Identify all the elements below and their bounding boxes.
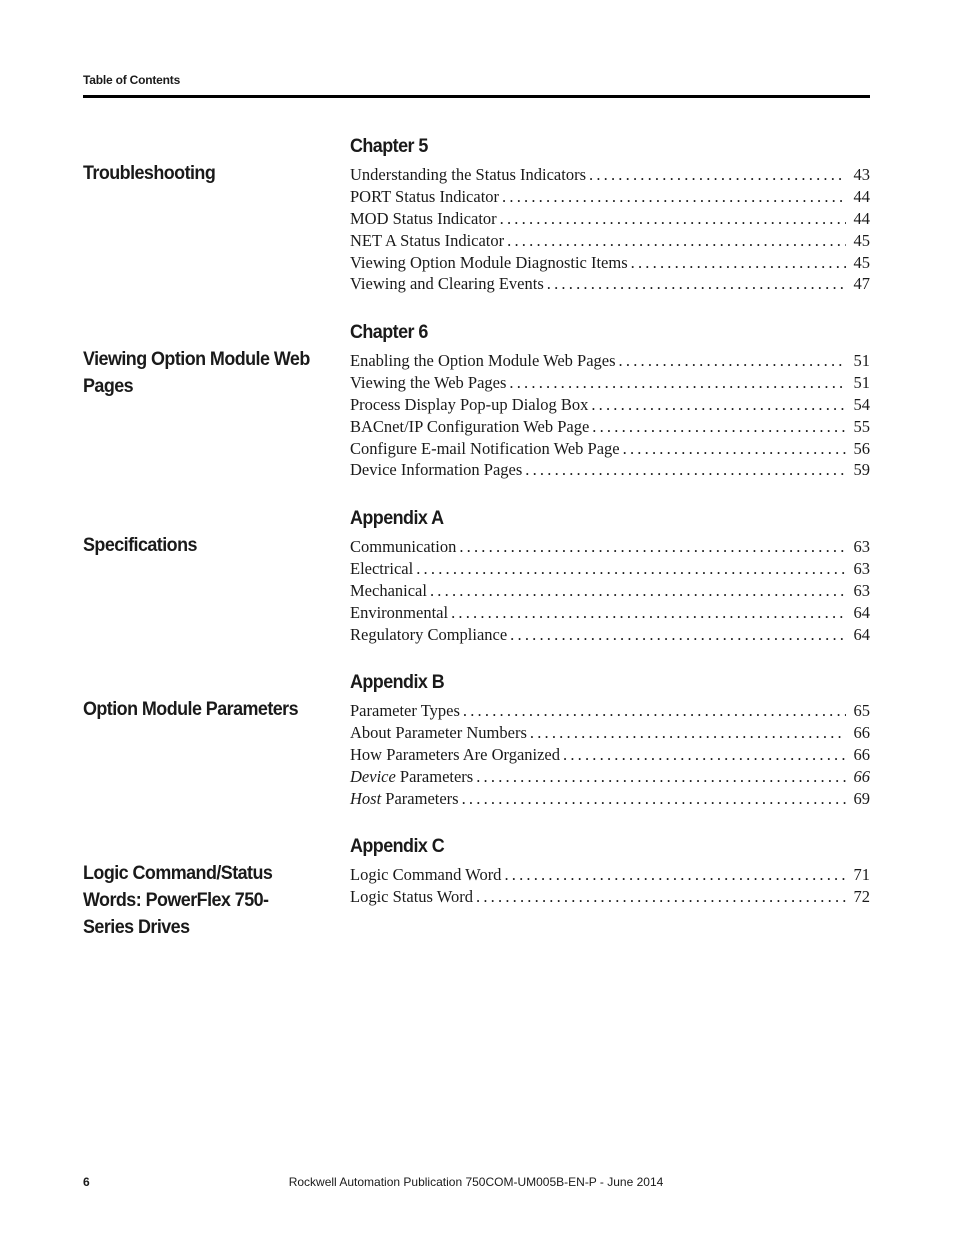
dot-leader: [547, 273, 846, 295]
toc-entry-title-text: Communication: [350, 537, 457, 556]
toc-entry-title-text: MOD Status Indicator: [350, 208, 497, 228]
toc-entry-title-text: Logic Status Word: [350, 886, 474, 906]
toc-entry-page: 47: [853, 274, 870, 294]
toc-entry-page: 54: [853, 394, 870, 414]
toc-entry-page: 59: [853, 460, 870, 480]
toc-entry-page: 66: [853, 744, 870, 764]
toc-entry[interactable]: [350, 722, 870, 744]
toc-entry-title: [350, 208, 497, 230]
dot-leader: [507, 230, 846, 252]
toc-entry-title-text: NET A Status Indicator: [350, 230, 505, 250]
dot-leader: [476, 766, 846, 788]
section-title: Option Module Parameters: [83, 698, 299, 720]
dot-leader: [476, 886, 846, 908]
toc-entry[interactable]: [350, 744, 870, 766]
toc-entry-title-text: Understanding the Status Indicators: [350, 165, 586, 184]
toc-entry-page: 66: [853, 766, 870, 786]
toc-entry-title: [350, 394, 588, 416]
toc-entry-page: 71: [853, 865, 870, 884]
dot-leader: [509, 372, 846, 394]
chapter-heading: Appendix C: [350, 835, 445, 857]
toc-entry-title-text: Device Information Pages: [350, 460, 523, 480]
toc-entry-title: [350, 700, 460, 722]
toc-entry-title: [350, 186, 499, 208]
dot-leader: [504, 864, 846, 886]
header-rule: [83, 95, 870, 98]
toc-entry-title: [350, 416, 589, 438]
toc-entry[interactable]: [350, 208, 870, 230]
toc-entry-title: [350, 558, 413, 580]
toc-entry-page: 63: [853, 580, 870, 600]
dot-leader: [430, 580, 846, 602]
toc-entry[interactable]: [350, 766, 870, 788]
section-title: Viewing Option Module Web Pages: [83, 348, 310, 397]
toc-entry-title-text: Parameter Types: [350, 701, 460, 720]
dot-leader: [589, 164, 846, 186]
toc-entry[interactable]: [350, 273, 870, 295]
toc-entry-title: [350, 722, 527, 744]
toc-entry-title-text: How Parameters Are Organized: [350, 744, 560, 764]
toc-entry-title: [350, 536, 456, 558]
dot-leader: [459, 536, 846, 558]
dot-leader: [631, 252, 846, 274]
dot-leader: [591, 394, 846, 416]
chapter-heading: Chapter 5: [350, 135, 428, 157]
toc-entry-page: 64: [853, 602, 870, 622]
toc-entry-page: 56: [853, 438, 870, 458]
toc-entry-page: 43: [853, 165, 870, 184]
toc-entry-title-text: Viewing and Clearing Events: [350, 274, 544, 294]
dot-leader: [502, 186, 846, 208]
toc-entry-title-text: Viewing the Web Pages: [350, 372, 507, 392]
toc-entry[interactable]: [350, 372, 870, 394]
toc-entry-page: 45: [853, 252, 870, 272]
toc-entry[interactable]: [350, 602, 870, 624]
toc-entry-title: [350, 602, 448, 624]
toc-entry-title: [350, 273, 544, 295]
dot-leader: [619, 350, 846, 372]
toc-entry-page: 64: [853, 624, 870, 644]
toc-entry-title-italic: Host: [350, 788, 382, 808]
toc-entry-title-text: PORT Status Indicator: [350, 186, 500, 206]
toc-entry-list: [350, 536, 870, 645]
dot-leader: [462, 788, 846, 810]
toc-entry-title-text: Viewing Option Module Diagnostic Items: [350, 252, 628, 272]
toc-entry-page: 72: [853, 886, 870, 906]
toc-entry[interactable]: [350, 394, 870, 416]
section-title: Troubleshooting: [83, 162, 216, 184]
toc-entry-title-text: Environmental: [350, 602, 449, 622]
toc-entry-page: 55: [853, 416, 870, 436]
toc-entry[interactable]: [350, 700, 870, 722]
section-title: Specifications: [83, 534, 197, 556]
toc-entry-title-text: Electrical: [350, 558, 414, 578]
toc-entry-list: [350, 864, 870, 908]
toc-entry-title: [350, 459, 522, 481]
toc-entry-title: [350, 788, 459, 810]
toc-entry-title: [350, 164, 586, 186]
toc-entry[interactable]: [350, 459, 870, 481]
toc-entry[interactable]: [350, 438, 870, 460]
toc-entry-title: [350, 766, 473, 788]
dot-leader: [416, 558, 846, 580]
toc-entry-list: [350, 164, 870, 295]
toc-entry-page: 65: [853, 701, 870, 720]
toc-entry-title-text: Process Display Pop-up Dialog Box: [350, 394, 589, 414]
toc-entry-page: 63: [853, 537, 870, 556]
toc-entry-title: [350, 744, 560, 766]
toc-entry[interactable]: [350, 864, 870, 886]
dot-leader: [463, 700, 846, 722]
section-title: Logic Command/Status Words: PowerFlex 750-Series Drives: [83, 862, 273, 938]
toc-entry-list: [350, 700, 870, 809]
toc-entry-title: [350, 372, 506, 394]
toc-entry-title-text: Regulatory Compliance: [350, 624, 508, 644]
dot-leader: [530, 722, 846, 744]
toc-entry-title-text: Configure E-mail Notification Web Page: [350, 438, 620, 458]
toc-entry-title: [350, 438, 620, 460]
dot-leader: [592, 416, 846, 438]
toc-entry[interactable]: [350, 186, 870, 208]
toc-entry-title-text: Logic Command Word: [350, 865, 502, 884]
publication-footer: Rockwell Automation Publication 750COM-UM005B-EN-P - June 2014: [288, 1175, 664, 1189]
page-number: 6: [83, 1175, 90, 1189]
toc-entry-title-text: Parameters: [381, 788, 459, 808]
dot-leader: [451, 602, 846, 624]
toc-entry[interactable]: [350, 350, 870, 372]
toc-entry-title-text: Mechanical: [350, 580, 427, 600]
toc-entry-title-text: About Parameter Numbers: [350, 722, 527, 742]
toc-entry[interactable]: [350, 624, 870, 646]
toc-entry-list: [350, 350, 870, 481]
toc-entry-title: [350, 252, 628, 274]
toc-entry-title: [350, 886, 473, 908]
dot-leader: [500, 208, 846, 230]
toc-entry[interactable]: [350, 536, 870, 558]
chapter-heading: Appendix B: [350, 671, 445, 693]
dot-leader: [510, 624, 846, 646]
chapter-heading: Appendix A: [350, 507, 444, 529]
toc-entry-page: 51: [853, 372, 870, 392]
toc-entry-title: [350, 624, 507, 646]
dot-leader: [563, 744, 846, 766]
toc-entry-title-italic: Device: [350, 766, 396, 786]
chapter-heading: Chapter 6: [350, 321, 428, 343]
toc-entry-title: [350, 230, 504, 252]
toc-entry[interactable]: [350, 164, 870, 186]
dot-leader: [525, 459, 846, 481]
toc-entry[interactable]: [350, 416, 870, 438]
toc-entry[interactable]: [350, 558, 870, 580]
toc-entry-page: 63: [853, 558, 870, 578]
toc-entry-page: 51: [853, 351, 870, 370]
toc-entry-title-text: Parameters: [395, 766, 474, 786]
running-header: Table of Contents: [83, 73, 181, 87]
toc-entry-page: 44: [853, 186, 870, 206]
toc-entry-page: 44: [853, 208, 870, 228]
toc-entry[interactable]: [350, 886, 870, 908]
toc-entry-page: 45: [853, 230, 870, 250]
toc-entry-title: [350, 350, 616, 372]
toc-entry-title-text: BACnet/IP Configuration Web Page: [350, 416, 590, 436]
toc-entry-title-text: Enabling the Option Module Web Pages: [350, 351, 616, 370]
toc-entry-title: [350, 580, 427, 602]
toc-entry-page: 69: [853, 788, 870, 808]
dot-leader: [623, 438, 846, 460]
toc-entry[interactable]: [350, 252, 870, 274]
toc-entry-page: 66: [853, 722, 870, 742]
toc-entry[interactable]: [350, 230, 870, 252]
toc-entry[interactable]: [350, 788, 870, 810]
toc-entry-title: [350, 864, 501, 886]
toc-entry[interactable]: [350, 580, 870, 602]
